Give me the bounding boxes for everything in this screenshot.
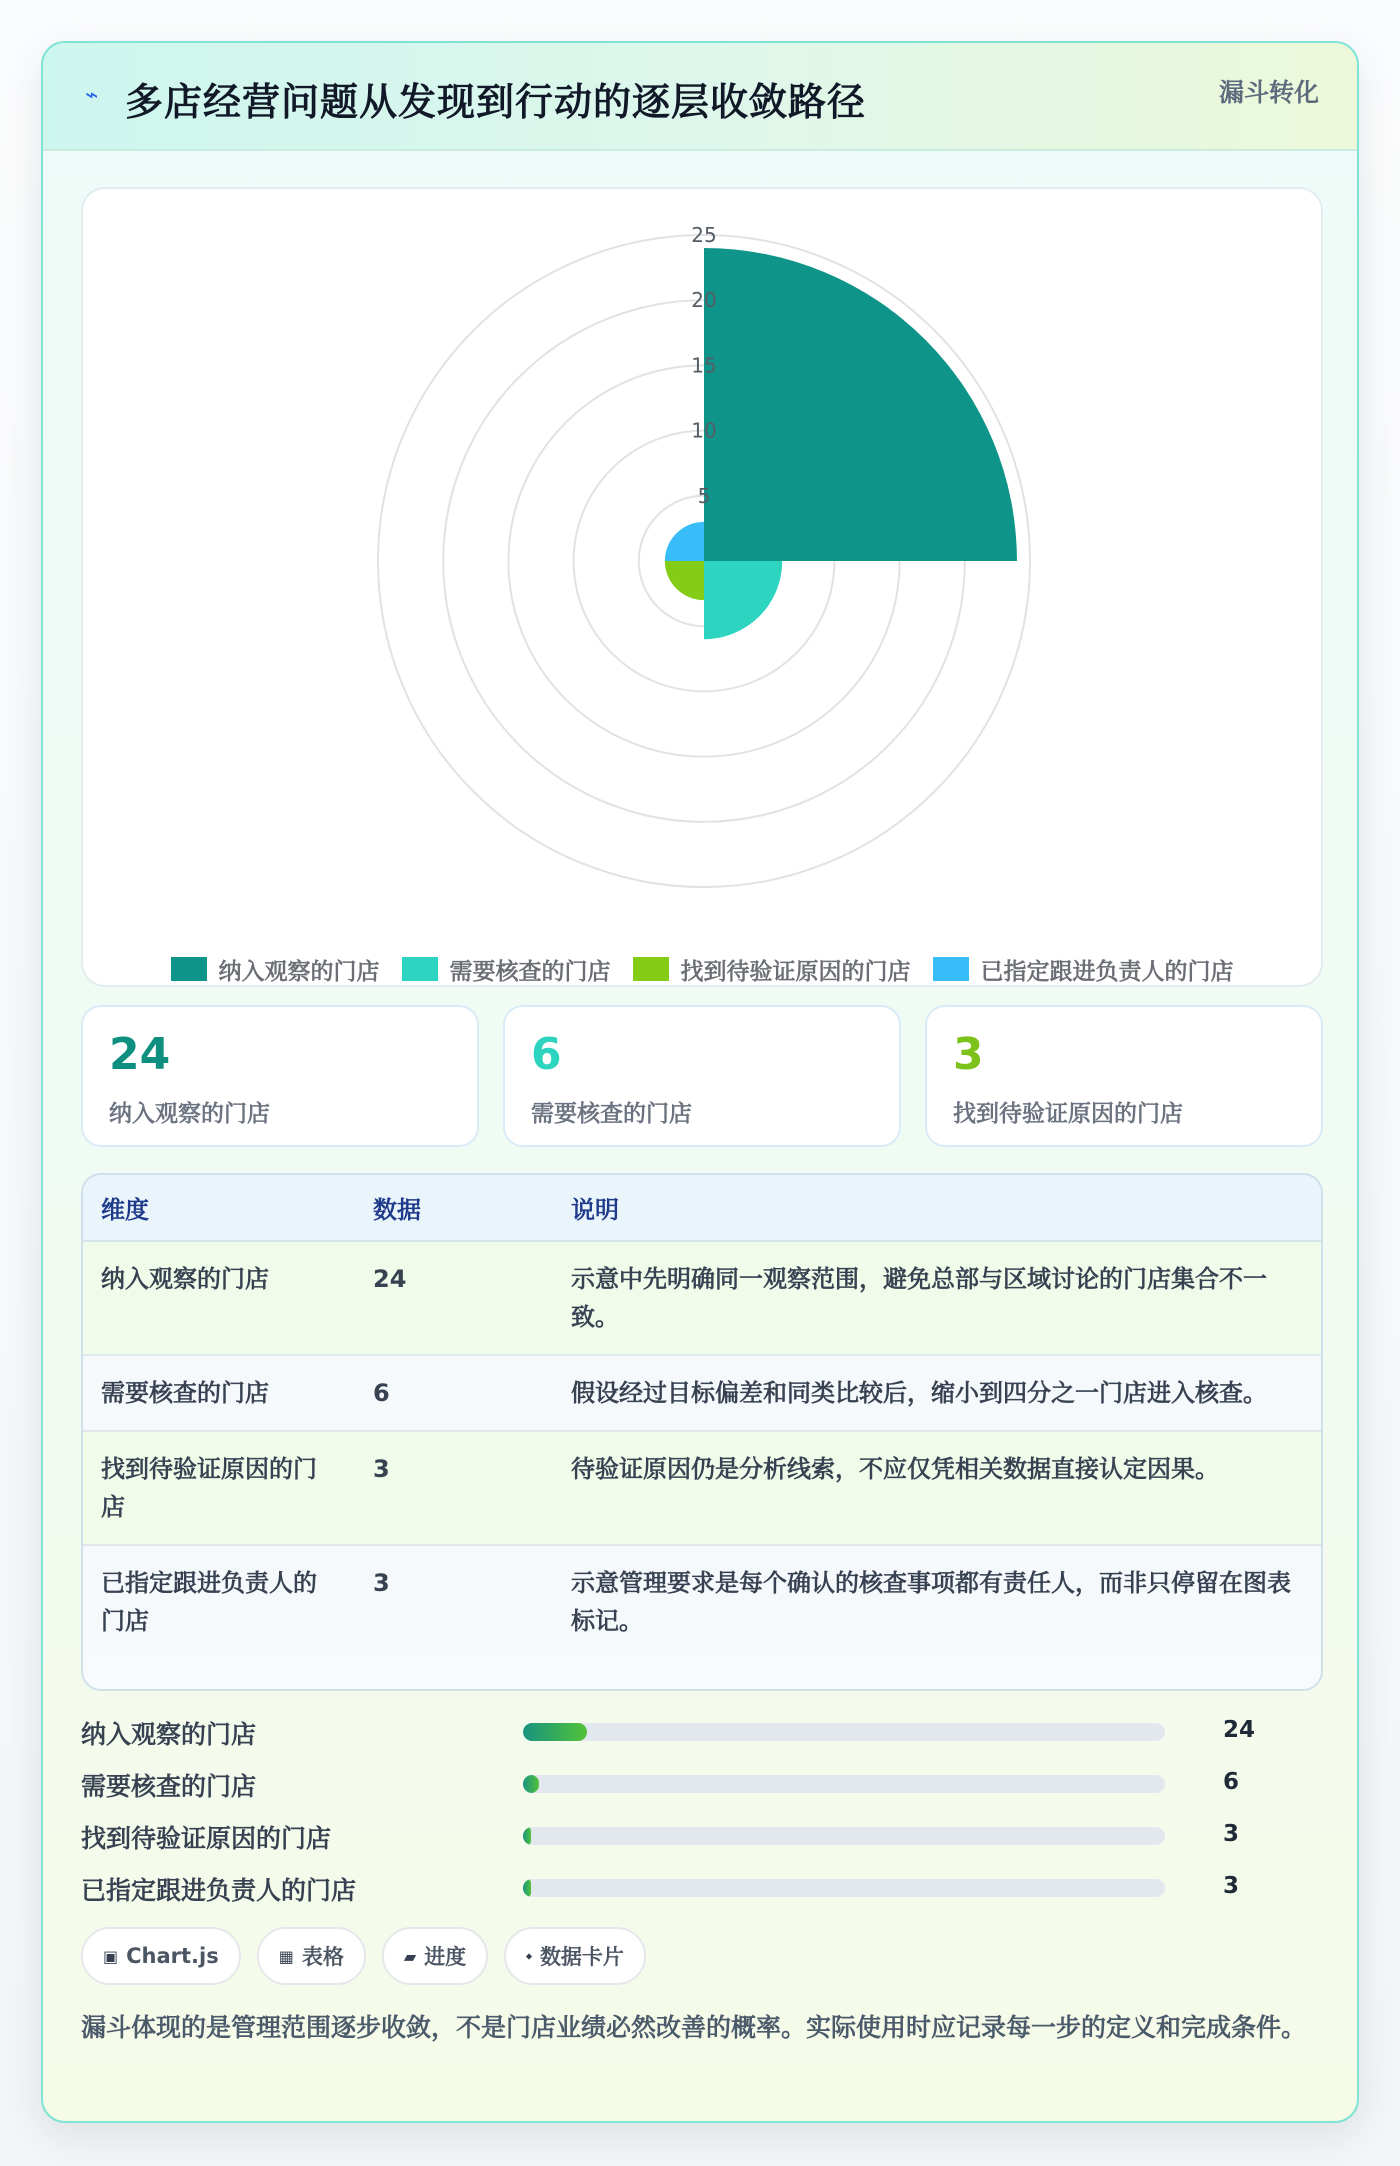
- progress-track: [523, 1723, 1165, 1741]
- legend-label: 找到待验证原因的门店: [680, 958, 911, 985]
- stat-value: 3: [953, 1029, 984, 1080]
- progress-value: 3: [1223, 1873, 1240, 1899]
- progress-value: 24: [1223, 1717, 1256, 1743]
- feature-chips: [81, 1927, 646, 1987]
- stat-card-verify: [503, 1005, 901, 1147]
- progress-track: [523, 1827, 1165, 1845]
- legend-label: 需要核查的门店: [449, 958, 611, 985]
- progress-value: 6: [1223, 1769, 1240, 1795]
- table-header-cell: 数据: [355, 1175, 553, 1241]
- table-cell-value: 6: [355, 1355, 553, 1431]
- table-cell-value: 24: [355, 1241, 553, 1355]
- lightning-icon: ⌁: [85, 83, 99, 108]
- legend-item[interactable]: [633, 953, 911, 986]
- polar-wedge: [704, 248, 1017, 561]
- legend-item[interactable]: [402, 953, 611, 986]
- footnote: 漏斗体现的是管理范围逐步收敛，不是门店业绩必然改善的概率。实际使用时应记录每一步的定义和完成条件。: [81, 2013, 1307, 2042]
- r-axis-tick-label: 20: [691, 288, 717, 313]
- legend-swatch: [933, 957, 969, 981]
- table-cell-description: 示意管理要求是每个确认的核查事项都有责任人，而非只停留在图表标记。: [553, 1545, 1321, 1658]
- chart-panel: [81, 187, 1323, 987]
- progress-row-owner: [81, 1867, 1323, 1907]
- r-axis-tick-label: 5: [697, 483, 711, 508]
- page-title: 多店经营问题从发现到行动的逐层收敛路径: [125, 80, 867, 124]
- progress-fill: [523, 1879, 531, 1897]
- stat-label: 找到待验证原因的门店: [953, 1101, 1183, 1127]
- table-cell-value: 3: [355, 1545, 553, 1658]
- stat-label: 纳入观察的门店: [109, 1101, 270, 1127]
- legend-label: 已指定跟进负责人的门店: [980, 958, 1234, 985]
- dashboard-card: [41, 41, 1359, 2123]
- table-cell-dimension: 已指定跟进负责人的门店: [83, 1545, 355, 1658]
- chart-legend: [83, 949, 1321, 989]
- legend-item[interactable]: [933, 953, 1234, 986]
- r-axis-tick-label: 10: [691, 418, 717, 443]
- polar-wedge: [704, 561, 782, 639]
- polar-wedge: [665, 522, 704, 561]
- chart-type-tag: 漏斗转化: [1218, 78, 1319, 107]
- table-icon: ▦: [278, 1946, 294, 1966]
- chip-label: 表格: [301, 1945, 344, 1969]
- progress-fill: [523, 1723, 587, 1741]
- polar-wedge: [665, 561, 704, 600]
- chip-chartjs[interactable]: [81, 1927, 241, 1985]
- datacard-icon: ⬩: [526, 1946, 532, 1965]
- table-cell-description: 待验证原因仍是分析线索，不应仅凭相关数据直接认定因果。: [553, 1431, 1321, 1545]
- progress-value: 3: [1223, 1821, 1240, 1847]
- table-cell-dimension: 需要核查的门店: [83, 1355, 355, 1431]
- table-cell-value: 3: [355, 1431, 553, 1545]
- stat-card-observed: [81, 1005, 479, 1147]
- table-header-row: [83, 1175, 1321, 1241]
- legend-swatch: [402, 957, 438, 981]
- stat-value: 6: [531, 1029, 562, 1080]
- progress-fill: [523, 1827, 531, 1845]
- table-header-cell: 说明: [553, 1175, 1321, 1241]
- progress-label: 找到待验证原因的门店: [81, 1824, 332, 1853]
- data-table: [81, 1173, 1323, 1691]
- progress-fill: [523, 1775, 539, 1793]
- table-row: [83, 1355, 1321, 1431]
- table-cell-description: 假设经过目标偏差和同类比较后，缩小到四分之一门店进入核查。: [553, 1355, 1321, 1431]
- table-cell-description: 示意中先明确同一观察范围，避免总部与区域讨论的门店集合不一致。: [553, 1241, 1321, 1355]
- progress-label: 需要核查的门店: [81, 1772, 257, 1801]
- progress-row-observed: [81, 1711, 1323, 1751]
- chart-icon: ▣: [103, 1946, 119, 1966]
- chip-label: 进度: [424, 1945, 467, 1969]
- card-header: [43, 43, 1357, 151]
- legend-swatch: [171, 957, 207, 981]
- polar-area-chart: [83, 189, 1325, 949]
- legend-item[interactable]: [171, 953, 380, 986]
- progress-icon: ▰: [403, 1946, 417, 1966]
- chip-label: 数据卡片: [539, 1945, 624, 1969]
- r-axis-tick-label: 15: [691, 353, 717, 378]
- chip-label: Chart.js: [126, 1944, 219, 1968]
- chip-datacard[interactable]: [504, 1927, 646, 1985]
- stat-label: 需要核查的门店: [531, 1101, 692, 1127]
- table-header-cell: 维度: [83, 1175, 355, 1241]
- chip-progress[interactable]: [382, 1927, 488, 1985]
- progress-track: [523, 1879, 1165, 1897]
- progress-label: 已指定跟进负责人的门店: [81, 1876, 357, 1905]
- legend-swatch: [633, 957, 669, 981]
- table-cell-dimension: 找到待验证原因的门店: [83, 1431, 355, 1545]
- chip-table[interactable]: [257, 1927, 366, 1985]
- progress-label: 纳入观察的门店: [81, 1720, 257, 1749]
- stat-value: 24: [109, 1029, 171, 1080]
- r-axis-tick-label: 25: [691, 223, 717, 247]
- progress-row-cause: [81, 1815, 1323, 1855]
- table-cell-dimension: 纳入观察的门店: [83, 1241, 355, 1355]
- progress-row-verify: [81, 1763, 1323, 1803]
- progress-track: [523, 1775, 1165, 1793]
- table-row: [83, 1241, 1321, 1355]
- table-row: [83, 1545, 1321, 1658]
- table-row: [83, 1431, 1321, 1545]
- legend-label: 纳入观察的门店: [218, 958, 380, 985]
- stat-card-cause: [925, 1005, 1323, 1147]
